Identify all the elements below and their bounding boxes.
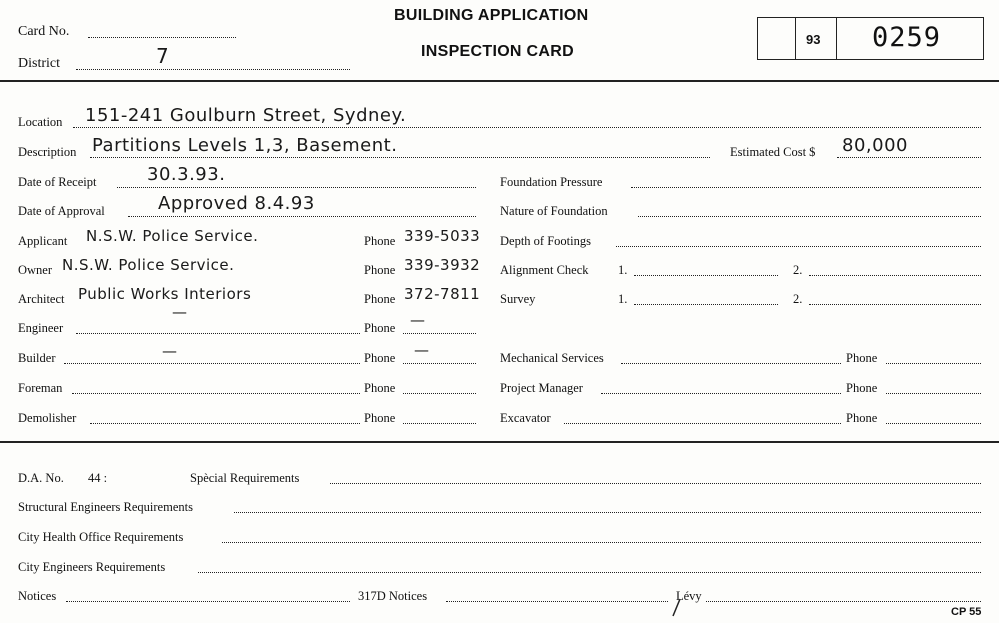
da-no-label: D.A. No. [18,471,64,485]
builder-field[interactable] [64,363,360,364]
alignment-check-1-field[interactable] [634,275,778,276]
project-manager-label: Project Manager [500,381,583,395]
builder-phone: — [414,341,430,359]
notices-field[interactable] [66,601,350,602]
description-value: Partitions Levels 1,3, Basement. [92,135,398,156]
alignment-check-2: 2. [793,263,803,277]
levy-field[interactable] [706,601,981,602]
excavator-phone-label: Phone [846,411,878,425]
architect-label: Architect [18,292,65,306]
engineer-phone-label: Phone [364,321,396,335]
foreman-field[interactable] [72,393,360,394]
excavator-field[interactable] [564,423,841,424]
survey-2-field[interactable] [809,304,981,305]
applicant-phone-label: Phone [364,234,396,248]
special-requirements-field[interactable] [330,483,981,484]
demolisher-phone-label: Phone [364,411,396,425]
architect-value: Public Works Interiors [78,285,252,303]
survey-1-field[interactable] [634,304,778,305]
engineer-field[interactable] [76,333,360,334]
foundation-pressure-field[interactable] [631,187,981,188]
mechanical-services-phone-field[interactable] [886,363,981,364]
demolisher-phone-field[interactable] [403,423,476,424]
date-of-approval-label: Date of Approval [18,204,105,218]
alignment-check-2-field[interactable] [809,275,981,276]
city-health-field[interactable] [222,542,981,543]
district-label: District [18,56,60,71]
project-manager-field[interactable] [601,393,841,394]
foreman-phone-field[interactable] [403,393,476,394]
structural-engineers-label: Structural Engineers Requirements [18,500,193,514]
builder-phone-field[interactable] [403,363,476,364]
depth-of-footings-label: Depth of Footings [500,234,591,248]
applicant-value: N.S.W. Police Service. [86,227,259,245]
builder-phone-label: Phone [364,351,396,365]
architect-phone: 372-7811 [404,285,481,303]
notices-317d-label: 317D Notices [358,589,428,603]
engineer-phone-field[interactable] [403,333,476,334]
card-no-field[interactable] [88,37,236,38]
engineer-value: — [172,303,188,321]
nature-of-foundation-field[interactable] [638,216,981,217]
structural-engineers-field[interactable] [234,512,981,513]
levy-label: Lévy [676,589,702,603]
date-of-receipt-label: Date of Receipt [18,175,97,189]
applicant-phone: 339-5033 [404,227,481,245]
owner-phone: 339-3932 [404,256,481,274]
project-manager-phone-field[interactable] [886,393,981,394]
card-no-label: Card No. [18,24,70,39]
mechanical-services-field[interactable] [621,363,841,364]
survey-2: 2. [793,292,803,306]
district-value: 7 [156,44,170,68]
project-manager-phone-label: Phone [846,381,878,395]
survey-1: 1. [618,292,628,306]
architect-phone-label: Phone [364,292,396,306]
applicant-label: Applicant [18,234,68,248]
city-health-label: City Health Office Requirements [18,530,184,544]
foreman-label: Foreman [18,381,63,395]
da-no-value: 44 : [88,471,108,485]
builder-label: Builder [18,351,56,365]
location-field[interactable] [73,127,981,128]
engineer-phone: — [410,311,426,329]
section-divider [0,80,999,82]
estimated-cost-label: Estimated Cost $ [730,145,816,159]
description-label: Description [18,145,77,159]
excavator-phone-field[interactable] [886,423,981,424]
notices-317d-field[interactable] [446,601,668,602]
date-of-approval-field[interactable] [128,216,476,217]
builder-value: — [162,342,178,360]
card-number: 0259 [872,22,942,53]
location-label: Location [18,115,63,129]
description-field[interactable] [90,157,710,158]
box-divider [795,17,796,60]
location-value: 151-241 Goulburn Street, Sydney. [85,105,407,126]
date-of-receipt-value: 30.3.93. [147,164,226,185]
mechanical-services-label: Mechanical Services [500,351,604,365]
mechanical-services-phone-label: Phone [846,351,878,365]
special-requirements-label: Spècial Requirements [190,471,300,485]
city-engineers-field[interactable] [198,572,981,573]
owner-value: N.S.W. Police Service. [62,256,235,274]
date-of-receipt-field[interactable] [117,187,476,188]
box-divider [836,17,837,60]
section-divider [0,441,999,443]
demolisher-field[interactable] [90,423,360,424]
estimated-cost-value: 80,000 [842,135,908,156]
form-title-line1: BUILDING APPLICATION [394,7,589,24]
depth-of-footings-field[interactable] [616,246,981,247]
foreman-phone-label: Phone [364,381,396,395]
form-title-line2: INSPECTION CARD [421,43,574,60]
owner-phone-label: Phone [364,263,396,277]
alignment-check-1: 1. [618,263,628,277]
nature-of-foundation-label: Nature of Foundation [500,204,608,218]
form-code: CP 55 [951,606,982,618]
card-number-box [757,17,984,60]
district-field[interactable] [76,69,350,70]
demolisher-label: Demolisher [18,411,77,425]
survey-label: Survey [500,292,536,306]
owner-label: Owner [18,263,53,277]
excavator-label: Excavator [500,411,551,425]
date-of-approval-value: Approved 8.4.93 [158,193,315,214]
estimated-cost-field[interactable] [837,157,981,158]
foundation-pressure-label: Foundation Pressure [500,175,603,189]
engineer-label: Engineer [18,321,64,335]
city-engineers-label: City Engineers Requirements [18,560,166,574]
alignment-check-label: Alignment Check [500,263,589,277]
box-prefix: 93 [806,32,821,47]
levy-check-mark [670,598,684,618]
notices-label: Notices [18,589,57,603]
